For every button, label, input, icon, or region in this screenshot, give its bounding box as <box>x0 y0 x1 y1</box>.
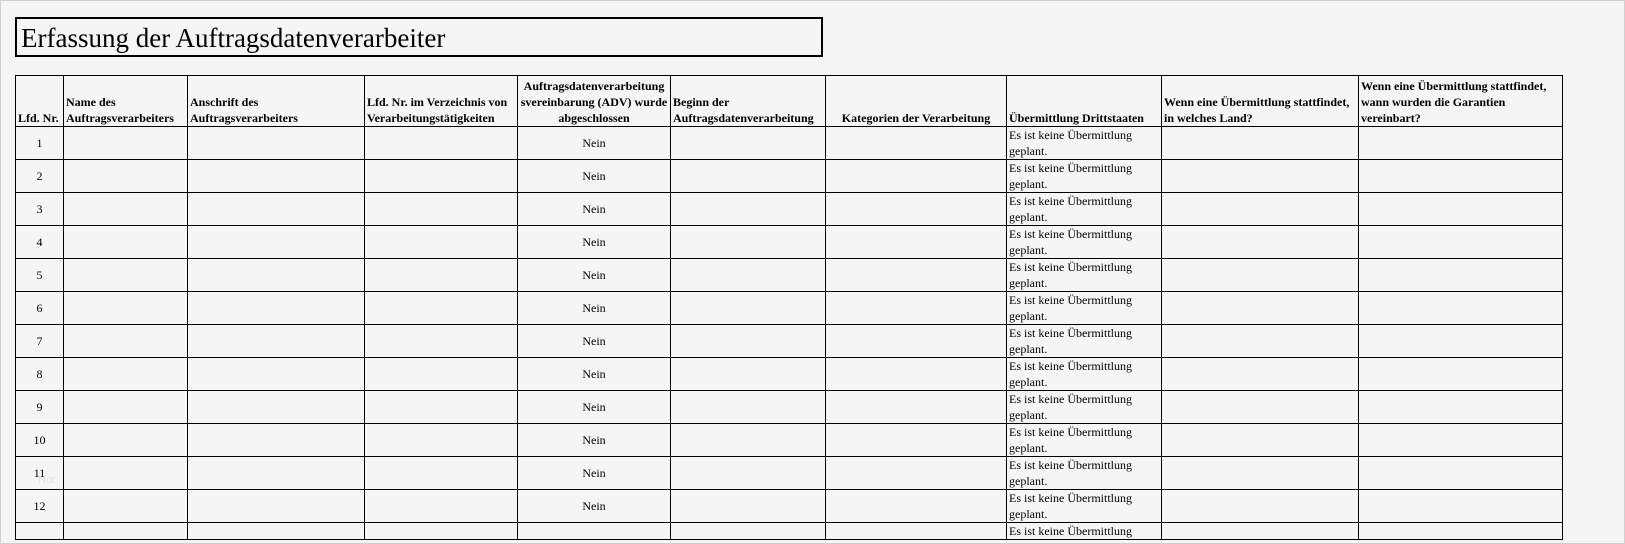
cell-beginn[interactable] <box>671 325 826 358</box>
header-drittstaaten[interactable]: Übermittlung Drittstaaten <box>1007 76 1162 127</box>
cell-land[interactable] <box>1162 226 1359 259</box>
cell-name[interactable] <box>64 358 188 391</box>
cell-adv[interactable]: Nein <box>518 160 671 193</box>
cell-adv[interactable]: Nein <box>518 490 671 523</box>
cell-kategorien[interactable] <box>826 160 1007 193</box>
cell-drittstaaten[interactable]: Es ist keine Übermittlung <box>1007 523 1162 540</box>
cell-lfd-nr[interactable]: 1 <box>16 127 64 160</box>
cell-verzeichnis-nr[interactable] <box>365 358 518 391</box>
table-row <box>16 325 1563 358</box>
cell-verzeichnis-nr[interactable] <box>365 424 518 457</box>
cell-lfd-nr[interactable]: 4 <box>16 226 64 259</box>
cell-beginn[interactable] <box>671 358 826 391</box>
cell-name[interactable] <box>64 193 188 226</box>
cell-drittstaaten[interactable]: Es ist keine Übermittlung geplant. <box>1007 424 1162 457</box>
cell-land[interactable] <box>1162 424 1359 457</box>
cell-garantien[interactable] <box>1359 193 1563 226</box>
cell-lfd-nr[interactable]: 8 <box>16 358 64 391</box>
header-verzeichnis-nr[interactable]: Lfd. Nr. im Verzeichnis von Verarbeitungstätigkeiten <box>365 76 518 127</box>
cell-garantien[interactable] <box>1359 490 1563 523</box>
cell-lfd-nr[interactable]: 9 <box>16 391 64 424</box>
cell-lfd-nr[interactable]: 10 <box>16 424 64 457</box>
header-lfd-nr[interactable]: Lfd. Nr. <box>16 76 64 127</box>
cell-anschrift[interactable] <box>188 292 365 325</box>
header-beginn[interactable]: Beginn der Auftragsdatenverarbeitung <box>671 76 826 127</box>
cell-land[interactable] <box>1162 523 1359 540</box>
cell-name[interactable] <box>64 292 188 325</box>
cell-lfd-nr[interactable]: 7 <box>16 325 64 358</box>
cell-beginn[interactable] <box>671 259 826 292</box>
cell-name[interactable] <box>64 490 188 523</box>
cell-name[interactable] <box>64 259 188 292</box>
cell-drittstaaten[interactable]: Es ist keine Übermittlung geplant. <box>1007 391 1162 424</box>
cell-beginn[interactable] <box>671 226 826 259</box>
cell-name[interactable] <box>64 160 188 193</box>
cell-adv[interactable]: Nein <box>518 457 671 490</box>
table-body <box>16 127 1563 540</box>
cell-lfd-nr[interactable]: 11 <box>16 457 64 490</box>
cell-land[interactable] <box>1162 358 1359 391</box>
cell-garantien[interactable] <box>1359 358 1563 391</box>
cell-anschrift[interactable] <box>188 391 365 424</box>
cell-garantien[interactable] <box>1359 292 1563 325</box>
cell-name[interactable] <box>64 127 188 160</box>
table-row <box>16 193 1563 226</box>
cell-land[interactable] <box>1162 391 1359 424</box>
header-garantien[interactable]: Wenn eine Übermittlung stattfindet, wann wurden die Garantien vereinbart? <box>1359 76 1563 127</box>
cell-verzeichnis-nr[interactable] <box>365 193 518 226</box>
cell-land[interactable] <box>1162 325 1359 358</box>
table-row <box>16 358 1563 391</box>
cell-lfd-nr[interactable]: 5 <box>16 259 64 292</box>
cell-anschrift[interactable] <box>188 160 365 193</box>
cell-verzeichnis-nr[interactable] <box>365 490 518 523</box>
cell-beginn[interactable] <box>671 193 826 226</box>
cell-beginn[interactable] <box>671 292 826 325</box>
table-row <box>16 292 1563 325</box>
cell-drittstaaten[interactable]: Es ist keine Übermittlung geplant. <box>1007 325 1162 358</box>
cell-anschrift[interactable] <box>188 523 365 540</box>
cell-anschrift[interactable] <box>188 424 365 457</box>
cell-kategorien[interactable] <box>826 325 1007 358</box>
cell-anschrift[interactable] <box>188 490 365 523</box>
cell-anschrift[interactable] <box>188 325 365 358</box>
cell-adv[interactable]: Nein <box>518 325 671 358</box>
header-row <box>16 76 1563 127</box>
cell-land[interactable] <box>1162 259 1359 292</box>
cell-verzeichnis-nr[interactable] <box>365 457 518 490</box>
cell-verzeichnis-nr[interactable] <box>365 226 518 259</box>
header-name[interactable]: Name des Auftragsverarbeiters <box>64 76 188 127</box>
header-land[interactable]: Wenn eine Übermittlung stattfindet, in welches Land? <box>1162 76 1359 127</box>
cell-land[interactable] <box>1162 292 1359 325</box>
cell-drittstaaten[interactable]: Es ist keine Übermittlung geplant. <box>1007 457 1162 490</box>
cell-kategorien[interactable] <box>826 358 1007 391</box>
cell-lfd-nr[interactable]: 3 <box>16 193 64 226</box>
cell-adv[interactable]: Nein <box>518 193 671 226</box>
cell-beginn[interactable] <box>671 523 826 540</box>
cell-drittstaaten[interactable]: Es ist keine Übermittlung geplant. <box>1007 127 1162 160</box>
cell-land[interactable] <box>1162 490 1359 523</box>
cell-lfd-nr[interactable]: 2 <box>16 160 64 193</box>
table-row <box>16 490 1563 523</box>
cell-land[interactable] <box>1162 160 1359 193</box>
cell-kategorien[interactable] <box>826 391 1007 424</box>
cell-garantien[interactable] <box>1359 523 1563 540</box>
table-row <box>16 160 1563 193</box>
cell-drittstaaten[interactable]: Es ist keine Übermittlung geplant. <box>1007 259 1162 292</box>
cell-kategorien[interactable] <box>826 490 1007 523</box>
table-row <box>16 259 1563 292</box>
cell-adv[interactable]: Nein <box>518 226 671 259</box>
cell-garantien[interactable] <box>1359 391 1563 424</box>
processor-table <box>15 75 1563 540</box>
cell-verzeichnis-nr[interactable] <box>365 523 518 540</box>
watermark-text: Nor <box>38 474 56 486</box>
cell-anschrift[interactable] <box>188 259 365 292</box>
cell-anschrift[interactable] <box>188 226 365 259</box>
cell-name[interactable] <box>64 325 188 358</box>
cell-adv[interactable] <box>518 523 671 540</box>
cell-verzeichnis-nr[interactable] <box>365 127 518 160</box>
cell-anschrift[interactable] <box>188 457 365 490</box>
cell-drittstaaten[interactable]: Es ist keine Übermittlung geplant. <box>1007 160 1162 193</box>
cell-verzeichnis-nr[interactable] <box>365 292 518 325</box>
cell-kategorien[interactable] <box>826 259 1007 292</box>
cell-anschrift[interactable] <box>188 127 365 160</box>
cell-beginn[interactable] <box>671 490 826 523</box>
cell-kategorien[interactable] <box>826 193 1007 226</box>
cell-anschrift[interactable] <box>188 358 365 391</box>
cell-verzeichnis-nr[interactable] <box>365 391 518 424</box>
cell-garantien[interactable] <box>1359 424 1563 457</box>
cell-kategorien[interactable] <box>826 424 1007 457</box>
cell-beginn[interactable] <box>671 127 826 160</box>
cell-kategorien[interactable] <box>826 226 1007 259</box>
table-row <box>16 424 1563 457</box>
title-box[interactable] <box>15 17 823 57</box>
table-row <box>16 226 1563 259</box>
cell-drittstaaten[interactable]: Es ist keine Übermittlung geplant. <box>1007 292 1162 325</box>
cell-verzeichnis-nr[interactable] <box>365 325 518 358</box>
cell-kategorien[interactable] <box>826 127 1007 160</box>
cell-verzeichnis-nr[interactable] <box>365 259 518 292</box>
header-kategorien[interactable]: Kategorien der Verarbeitung <box>826 76 1007 127</box>
cell-land[interactable] <box>1162 193 1359 226</box>
cell-name[interactable] <box>64 457 188 490</box>
header-anschrift[interactable]: Anschrift des Auftragsverarbeiters <box>188 76 365 127</box>
cell-name[interactable] <box>64 391 188 424</box>
table-row-partial <box>16 523 1563 540</box>
cell-lfd-nr[interactable]: 6 <box>16 292 64 325</box>
page-title: Erfassung der Auftragsdatenverarbeiter <box>21 23 446 53</box>
cell-kategorien[interactable] <box>826 292 1007 325</box>
cell-kategorien[interactable] <box>826 457 1007 490</box>
cell-garantien[interactable] <box>1359 325 1563 358</box>
cell-lfd-nr[interactable]: 12 <box>16 490 64 523</box>
cell-garantien[interactable] <box>1359 259 1563 292</box>
cell-adv[interactable]: Nein <box>518 358 671 391</box>
cell-kategorien[interactable] <box>826 523 1007 540</box>
cell-beginn[interactable] <box>671 391 826 424</box>
cell-adv[interactable]: Nein <box>518 259 671 292</box>
cell-beginn[interactable] <box>671 424 826 457</box>
cell-anschrift[interactable] <box>188 193 365 226</box>
header-adv[interactable]: Auftragsdatenverarbeitung svereinbarung (ADV) wurde abgeschlossen <box>518 76 671 127</box>
cell-drittstaaten[interactable]: Es ist keine Übermittlung geplant. <box>1007 490 1162 523</box>
cell-beginn[interactable] <box>671 457 826 490</box>
cell-garantien[interactable] <box>1359 457 1563 490</box>
cell-land[interactable] <box>1162 127 1359 160</box>
cell-adv[interactable]: Nein <box>518 424 671 457</box>
cell-adv[interactable]: Nein <box>518 391 671 424</box>
cell-garantien[interactable] <box>1359 127 1563 160</box>
cell-drittstaaten[interactable]: Es ist keine Übermittlung geplant. <box>1007 193 1162 226</box>
cell-name[interactable] <box>64 523 188 540</box>
cell-garantien[interactable] <box>1359 160 1563 193</box>
table-row <box>16 457 1563 490</box>
cell-adv[interactable]: Nein <box>518 127 671 160</box>
table-row <box>16 391 1563 424</box>
cell-beginn[interactable] <box>671 160 826 193</box>
cell-adv[interactable]: Nein <box>518 292 671 325</box>
table-row <box>16 127 1563 160</box>
cell-land[interactable] <box>1162 457 1359 490</box>
cell-verzeichnis-nr[interactable] <box>365 160 518 193</box>
cell-drittstaaten[interactable]: Es ist keine Übermittlung geplant. <box>1007 358 1162 391</box>
cell-name[interactable] <box>64 226 188 259</box>
cell-garantien[interactable] <box>1359 226 1563 259</box>
cell-lfd-nr[interactable] <box>16 523 64 540</box>
cell-name[interactable] <box>64 424 188 457</box>
cell-drittstaaten[interactable]: Es ist keine Übermittlung geplant. <box>1007 226 1162 259</box>
